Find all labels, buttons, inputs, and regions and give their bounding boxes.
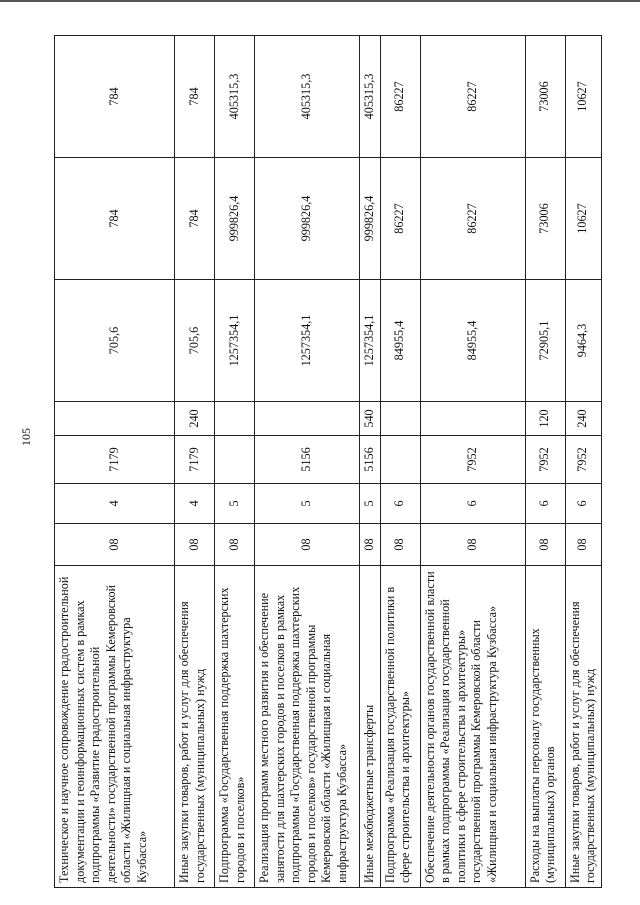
row-name-cell: Обеспечение деятельности органов государственной власти в рамках подпрограммы «Реализация государственной политики в сфере строительства и архитектуры» государственной программы Кемеровской области «Жилищная и социальная инфраструктура Кузбасса» xyxy=(420,566,525,888)
table-row xyxy=(565,36,601,888)
section-code-cell: 08 xyxy=(565,524,601,566)
section-code-cell: 08 xyxy=(525,524,565,566)
section-code-cell: 08 xyxy=(360,524,381,566)
row-name-cell: Иные закупки товаров, работ и услуг для обеспечения государственных (муниципальных) нужд xyxy=(565,566,601,888)
table-row xyxy=(380,36,420,888)
expense-type-cell xyxy=(55,402,175,436)
amount-year3-cell: 784 xyxy=(175,36,215,158)
amount-year3-cell: 405315,3 xyxy=(215,36,255,158)
amount-year3-cell: 73006 xyxy=(525,36,565,158)
amount-year1-cell: 1257354,1 xyxy=(360,280,381,402)
amount-year2-cell: 999826,4 xyxy=(255,158,360,280)
subsection-code-cell: 6 xyxy=(420,484,525,524)
row-name-cell: Иные межбюджетные трансферты xyxy=(360,566,381,888)
amount-year2-cell: 73006 xyxy=(525,158,565,280)
expense-type-cell xyxy=(420,402,525,436)
target-article-cell xyxy=(380,436,420,484)
amount-year2-cell: 10627 xyxy=(565,158,601,280)
subsection-code-cell: 4 xyxy=(55,484,175,524)
section-code-cell: 08 xyxy=(380,524,420,566)
subsection-code-cell: 5 xyxy=(215,484,255,524)
table-row xyxy=(215,36,255,888)
amount-year1-cell: 1257354,1 xyxy=(215,280,255,402)
table-row xyxy=(175,36,215,888)
row-name-cell: Подпрограмма «Реализация государственной политики в сфере строительства и архитектуры» xyxy=(380,566,420,888)
section-code-cell: 08 xyxy=(420,524,525,566)
amount-year2-cell: 784 xyxy=(175,158,215,280)
expense-type-cell xyxy=(380,402,420,436)
expense-type-cell: 240 xyxy=(565,402,601,436)
amount-year3-cell: 86227 xyxy=(380,36,420,158)
amount-year1-cell: 705,6 xyxy=(175,280,215,402)
amount-year3-cell: 405315,3 xyxy=(360,36,381,158)
subsection-code-cell: 5 xyxy=(360,484,381,524)
row-name-cell: Расходы на выплаты персоналу государственных (муниципальных) органов xyxy=(525,566,565,888)
amount-year1-cell: 84955,4 xyxy=(380,280,420,402)
expense-type-cell: 120 xyxy=(525,402,565,436)
expense-type-cell: 540 xyxy=(360,402,381,436)
target-article-cell: 7179 xyxy=(175,436,215,484)
amount-year2-cell: 784 xyxy=(55,158,175,280)
expense-type-cell xyxy=(255,402,360,436)
target-article-cell: 5156 xyxy=(360,436,381,484)
table-row xyxy=(420,36,525,888)
amount-year1-cell: 1257354,1 xyxy=(255,280,360,402)
budget-table xyxy=(54,35,602,888)
amount-year3-cell: 405315,3 xyxy=(255,36,360,158)
amount-year2-cell: 999826,4 xyxy=(360,158,381,280)
table-row xyxy=(525,36,565,888)
target-article-cell xyxy=(215,436,255,484)
page-top-border xyxy=(0,0,640,2)
budget-table-container xyxy=(54,36,597,888)
expense-type-cell xyxy=(215,402,255,436)
target-article-cell: 5156 xyxy=(255,436,360,484)
amount-year2-cell: 86227 xyxy=(380,158,420,280)
section-code-cell: 08 xyxy=(215,524,255,566)
page-number: 105 xyxy=(19,428,33,446)
amount-year3-cell: 10627 xyxy=(565,36,601,158)
row-name-cell: Подпрограмма «Государственная поддержка шахтерских городов и поселков» xyxy=(215,566,255,888)
amount-year2-cell: 86227 xyxy=(420,158,525,280)
subsection-code-cell: 4 xyxy=(175,484,215,524)
amount-year3-cell: 86227 xyxy=(420,36,525,158)
amount-year1-cell: 84955,4 xyxy=(420,280,525,402)
amount-year1-cell: 705,6 xyxy=(55,280,175,402)
row-name-cell: Техническое и научное сопровождение градостроительной документации и геоинформационных систем в рамках подпрограммы «Развитие градостроительной деятельности» государственной программы Кемеровской области «Жилищная и социальная инфраструктура Кузбасса» xyxy=(55,566,175,888)
target-article-cell: 7952 xyxy=(565,436,601,484)
amount-year2-cell: 999826,4 xyxy=(215,158,255,280)
row-name-cell: Иные закупки товаров, работ и услуг для обеспечения государственных (муниципальных) нужд xyxy=(175,566,215,888)
table-row xyxy=(360,36,381,888)
section-code-cell: 08 xyxy=(55,524,175,566)
target-article-cell: 7179 xyxy=(55,436,175,484)
row-name-cell: Реализация программ местного развития и обеспечение занятости для шахтерских городов и поселков в рамках подпрограммы «Государственная поддержка шахтерских городов и поселков» государственной программы Кемеровской области «Жилищная и социальная инфраструктура Кузбасса» xyxy=(255,566,360,888)
amount-year1-cell: 72905,1 xyxy=(525,280,565,402)
section-code-cell: 08 xyxy=(255,524,360,566)
subsection-code-cell: 6 xyxy=(380,484,420,524)
table-row xyxy=(255,36,360,888)
section-code-cell: 08 xyxy=(175,524,215,566)
subsection-code-cell: 6 xyxy=(565,484,601,524)
target-article-cell: 7952 xyxy=(525,436,565,484)
subsection-code-cell: 6 xyxy=(525,484,565,524)
target-article-cell: 7952 xyxy=(420,436,525,484)
amount-year3-cell: 784 xyxy=(55,36,175,158)
expense-type-cell: 240 xyxy=(175,402,215,436)
subsection-code-cell: 5 xyxy=(255,484,360,524)
table-row xyxy=(55,36,175,888)
amount-year1-cell: 9464,3 xyxy=(565,280,601,402)
